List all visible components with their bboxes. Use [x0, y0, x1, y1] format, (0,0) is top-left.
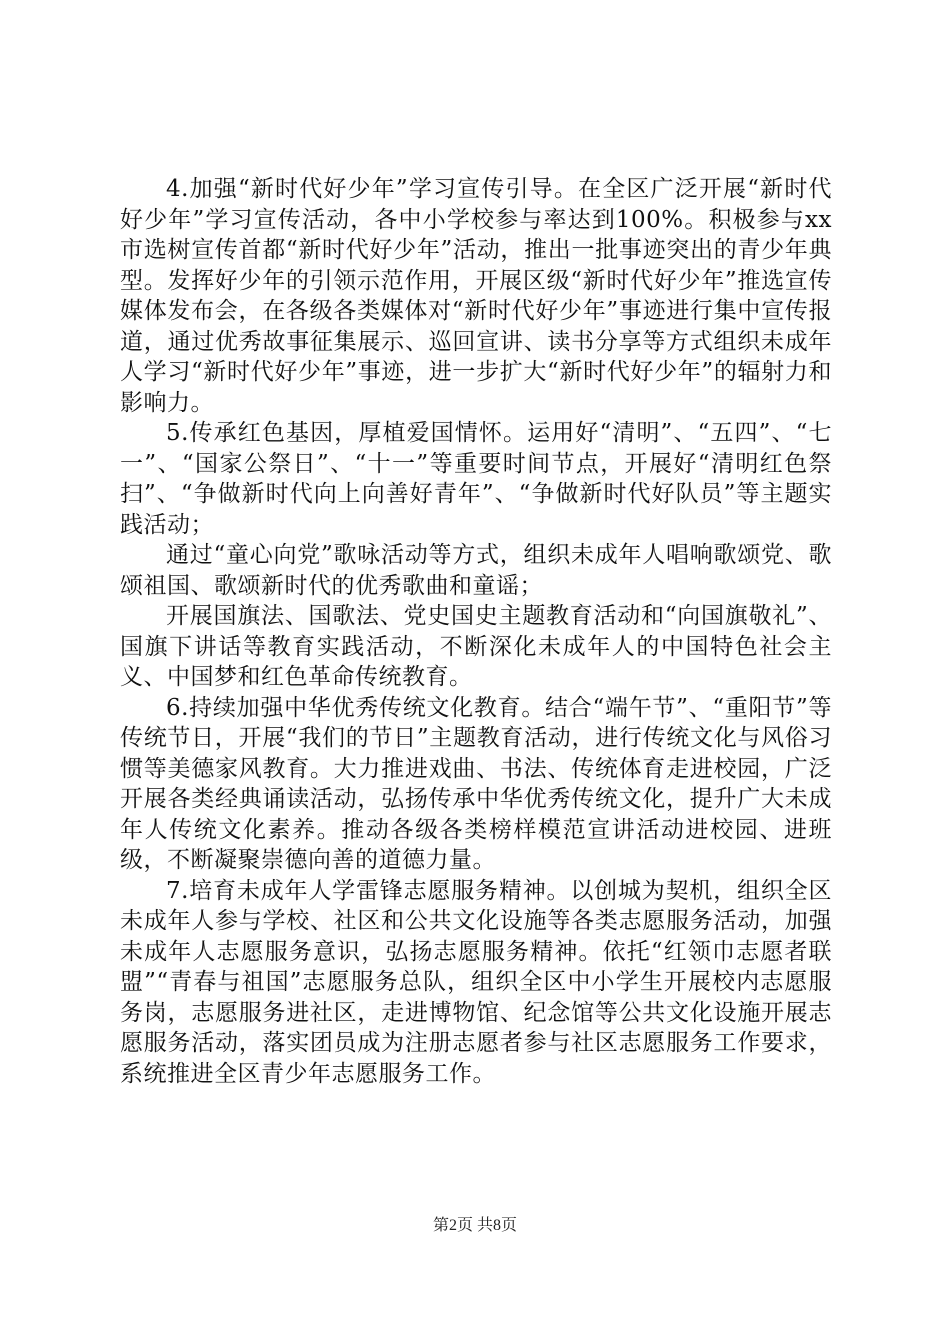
paragraph-5-singing-activity: 通过“童心向党”歌咏活动等方式，组织未成年人唱响歌颂党、歌颂祖国、歌颂新时代的优秀歌曲和童谣；	[120, 542, 832, 599]
paragraph-5-flag-education: 开展国旗法、国歌法、党史国史主题教育活动和“向国旗敬礼”、国旗下讲话等教育实践活动，不断深化未成年人的中国特色社会主义、中国梦和红色革命传统教育。	[120, 603, 832, 690]
page-number-footer: 第2页 共8页	[432, 1217, 517, 1234]
document-body	[120, 174, 832, 1089]
paragraph-5-red-gene: 5.传承红色基因，厚植爱国情怀。运用好“清明”、“五四”、“七一”、“国家公祭日”、“十一”等重要时间节点，开展好“清明红色祭扫”、“争做新时代向上向善好青年”、“争做新时代好队员”等主题实践活动；	[120, 420, 832, 538]
paragraph-7-volunteer-service: 7.培育未成年人学雷锋志愿服务精神。以创城为契机，组织全区未成年人参与学校、社区和公共文化设施等各类志愿服务活动，加强未成年人志愿服务意识，弘扬志愿服务精神。依托“红领巾志愿者联盟”“青春与祖国”志愿服务总队，组织全区中小学生开展校内志愿服务岗，志愿服务进社区，走进博物馆、纪念馆等公共文化设施开展志愿服务活动，落实团员成为注册志愿者参与社区志愿服务工作要求，系统推进全区青少年志愿服务工作。	[120, 877, 832, 1087]
paragraph-4-youth-promotion: 4.加强“新时代好少年”学习宣传引导。在全区广泛开展“新时代好少年”学习宣传活动，各中小学校参与率达到100%。积极参与xx市选树宣传首都“新时代好少年”活动，推出一批事迹突出的青少年典型。发挥好少年的引领示范作用，开展区级“新时代好少年”推选宣传媒体发布会，在各级各类媒体对“新时代好少年”事迹进行集中宣传报道，通过优秀故事征集展示、巡回宣讲、读书分享等方式组织未成年人学习“新时代好少年”事迹，进一步扩大“新时代好少年”的辐射力和影响力。	[120, 176, 832, 416]
paragraph-6-traditional-culture: 6.持续加强中华优秀传统文化教育。结合“端午节”、“重阳节”等传统节日，开展“我们的节日”主题教育活动，进行传统文化与风俗习惯等美德家风教育。大力推进戏曲、书法、传统体育走进校园，广泛开展各类经典诵读活动，弘扬传承中华优秀传统文化，提升广大未成年人传统文化素养。推动各级各类榜样模范宣讲活动进校园、进班级，不断凝聚崇德向善的道德力量。	[120, 694, 832, 873]
